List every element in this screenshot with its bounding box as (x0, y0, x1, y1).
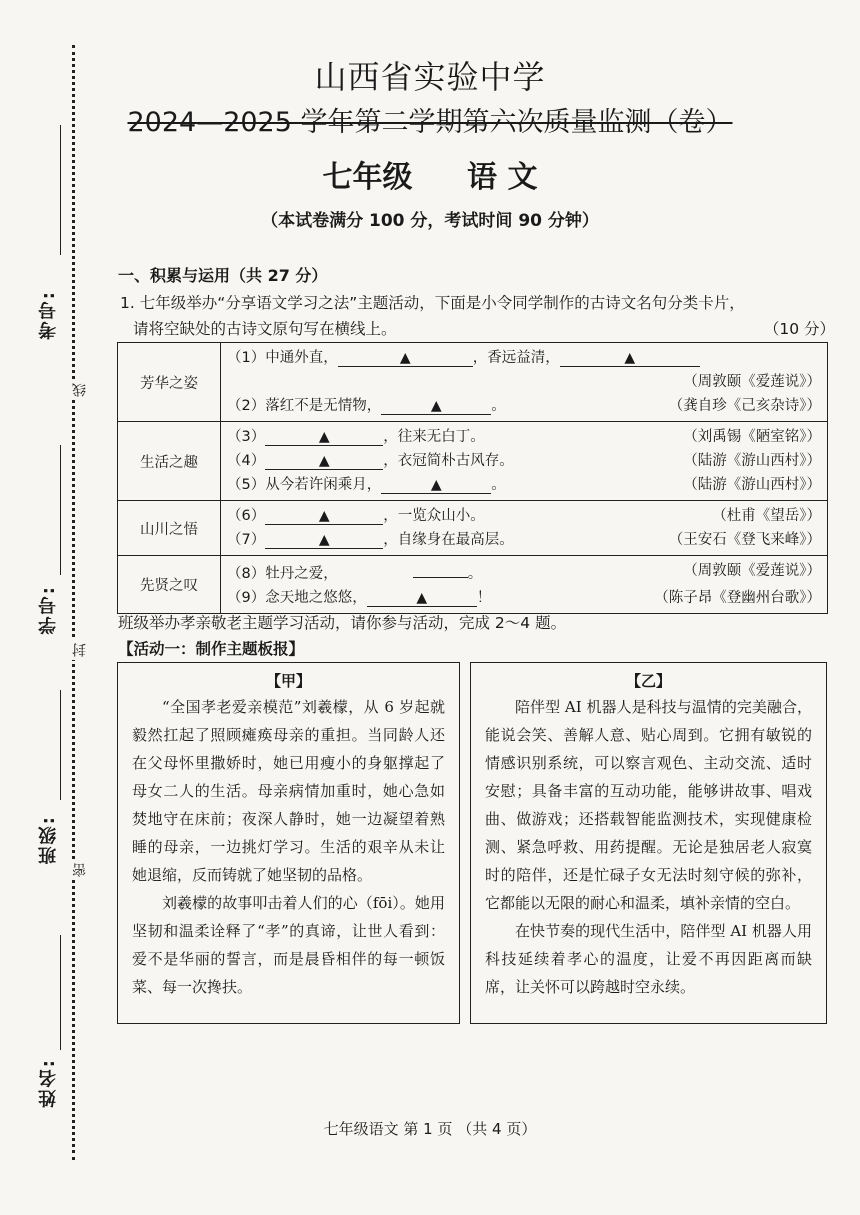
answer-blank[interactable] (265, 451, 383, 470)
card-line-text (227, 425, 485, 449)
passage-jia (117, 662, 460, 1024)
card-row (118, 501, 828, 556)
label-xuehao: 学号: (38, 585, 59, 635)
card-body (221, 556, 828, 614)
card-source: （刘禹锡《陋室铭》） (683, 429, 821, 445)
card-category: 芳华之姿 (118, 343, 221, 422)
label-banji: 班级: (38, 815, 59, 865)
question-1-line1: 1. 七年级举办“分享语文学习之法”主题活动，下面是小令同学制作的古诗文名句分类卡片， (120, 294, 745, 312)
passage-jia-heading: 【甲】 (265, 672, 311, 690)
seal-word-xian: 线 (70, 380, 90, 400)
card-line (227, 559, 821, 586)
card-line-text (227, 473, 506, 497)
card-row (118, 343, 828, 422)
card-row (118, 422, 828, 501)
blank-triangle-icon: ▲ (318, 429, 330, 445)
line-suffix: 。 (491, 477, 506, 493)
seal-word-mi: 密 (70, 860, 90, 880)
card-line-text (227, 394, 506, 418)
grade-subject (0, 152, 860, 196)
blank-triangle-icon: ▲ (430, 398, 442, 414)
card-category: 山川之悟 (118, 501, 221, 556)
poem-cards-table (117, 342, 828, 614)
line-suffix: ，衣冠简朴古风存。 (383, 453, 514, 469)
question-1 (120, 290, 835, 342)
card-category: 生活之趣 (118, 422, 221, 501)
card-line (227, 586, 821, 610)
line-prefix: （1）中通外直， (227, 350, 338, 366)
passage-yi (470, 662, 827, 1024)
seal-word-feng: 封 (70, 640, 90, 660)
blank-triangle-icon: ▲ (318, 453, 330, 469)
line-middle: ，香远益清， (472, 350, 560, 366)
exam-note: （本试卷满分 100 分，考试时间 90 分钟） (261, 211, 599, 231)
card-source: （王安石《登飞来峰》） (668, 532, 821, 548)
card-line-text (227, 586, 491, 610)
line-suffix: ，一览众山小。 (383, 508, 485, 524)
answer-blank[interactable] (560, 348, 700, 367)
card-line-text (227, 559, 482, 586)
answer-blank[interactable] (265, 506, 383, 525)
grade-label: 七年级 (322, 160, 413, 195)
exam-title: 2024—2025 学年第二学期第六次质量监测（卷） (127, 107, 733, 138)
card-line (227, 346, 821, 370)
card-line (227, 449, 821, 473)
passage-yi-heading: 【乙】 (625, 672, 671, 690)
answer-blank[interactable] (381, 475, 491, 494)
blank-triangle-icon: ▲ (399, 350, 411, 366)
card-source: （周敦颐《爱莲说》） (683, 563, 821, 579)
question-1-line2 (120, 316, 835, 342)
card-line (227, 528, 821, 552)
line-prefix: （7） (227, 532, 266, 548)
question-1-score: （10 分） (763, 320, 835, 338)
subject-label: 语 文 (467, 160, 538, 195)
question-1-instruction: 请将空缺处的古诗文原句写在横线上。 (133, 320, 397, 338)
passage-yi-p1: 陪伴型 AI 机器人是科技与温情的完美融合，能说会笑、善解人意、贴心周到。它拥有敏锐的情感识别系统，可以察言观色、主动交流、适时安慰；具备丰富的互动功能，能够讲故事、唱戏曲、做游戏；还搭载智能监测技术，实现健康检测、紧急呼救、用药提醒。无论是独居老人寂寞时的陪伴，还是忙碌子女无法时刻守候的弥补，它都能以无限的耐心和温柔，填补亲情的空白。 (485, 698, 812, 912)
card-line-text (227, 346, 700, 370)
activity-1-title: 【活动一：制作主题板报】 (118, 640, 305, 658)
card-source: （陆游《游山西村》） (683, 453, 821, 469)
answer-blank[interactable] (367, 588, 477, 607)
answer-blank[interactable] (265, 427, 383, 446)
label-kaohao: 考号: (38, 290, 59, 340)
activity-intro: 班级举办孝亲敬老主题学习活动，请你参与活动，完成 2～4 题。 (118, 614, 567, 632)
card-source: （陈子昂《登幽州台歌》） (654, 590, 821, 606)
card-body (221, 422, 828, 501)
card-line (227, 504, 821, 528)
line-prefix: （9）念天地之悠悠， (227, 590, 367, 606)
passage-yi-p2: 在快节奏的现代生活中，陪伴型 AI 机器人用科技延续着孝心的温度，让爱不再因距离而缺席，让关怀可以跨越时空永续。 (485, 922, 812, 996)
card-line-text (227, 449, 514, 473)
line-prefix: （3） (227, 429, 266, 445)
line-suffix: ，往来无白丁。 (383, 429, 485, 445)
line-prefix: （8）牡丹之爱， (227, 566, 338, 582)
blank-triangle-icon: ▲ (318, 532, 330, 548)
answer-blank[interactable] (381, 396, 491, 415)
card-body (221, 501, 828, 556)
card-body (221, 343, 828, 422)
card-category: 先贤之叹 (118, 556, 221, 614)
xuehao-line (60, 445, 61, 575)
card-source: （龚自珍《己亥杂诗》） (668, 398, 821, 414)
school-name: 山西省实验中学 (314, 58, 546, 96)
card-line-text (227, 528, 514, 552)
answer-blank[interactable] (338, 348, 473, 367)
banji-line (60, 690, 61, 800)
card-source: （陆游《游山西村》） (683, 477, 821, 493)
line-prefix: （6） (227, 508, 266, 524)
card-source: （杜甫《望岳》） (712, 508, 821, 524)
xingming-line (60, 935, 61, 1050)
line-suffix: 。 (491, 398, 506, 414)
card-line-text (227, 504, 485, 528)
blank-triangle-icon: ▲ (430, 477, 442, 493)
line-prefix: （2）落红不是无情物， (227, 398, 382, 414)
blank-triangle-icon: ▲ (318, 508, 330, 524)
card-line (227, 394, 821, 418)
blank-triangle-icon: ▲ (416, 590, 428, 606)
card-row (118, 556, 828, 614)
line-suffix: ，自缘身在最高层。 (383, 532, 514, 548)
label-xingming: 姓名: (38, 1058, 59, 1108)
card-source: （周敦颐《爱莲说》） (683, 374, 821, 390)
line-prefix: （4） (227, 453, 266, 469)
line-prefix: （5）从今若许闲乘月， (227, 477, 382, 493)
line-suffix: 。 (467, 566, 483, 582)
line-suffix: ！ (476, 590, 492, 606)
card-line (227, 425, 821, 449)
answer-blank[interactable] (413, 559, 468, 578)
section-title: 一、积累与运用（共 27 分） (118, 266, 328, 285)
passage-jia-p2: 刘羲檬的故事叩击着人们的心（fōi）。她用坚韧和温柔诠释了“孝”的真谛，让世人看到：爱不是华丽的誓言，而是晨昏相伴的每一顿饭菜、每一次搀扶。 (132, 894, 445, 996)
card-line (227, 473, 821, 497)
page-footer: 七年级语文 第 1 页 （共 4 页） (323, 1120, 537, 1138)
answer-blank[interactable] (265, 530, 383, 549)
card-line (227, 370, 821, 394)
passage-jia-p1: “全国孝老爱亲模范”刘羲檬，从 6 岁起就毅然扛起了照顾瘫痪母亲的重担。当同龄人还在父母怀里撒娇时，她已用瘦小的身躯撑起了母女二人的生活。母亲病情加重时，她心急如焚地守在床前；夜深人静时，她一边凝望着熟睡的母亲，一边挑灯学习。生活的艰辛从未让她退缩，反而铸就了她坚韧的品格。 (132, 698, 445, 884)
blank-triangle-icon: ▲ (624, 350, 636, 366)
